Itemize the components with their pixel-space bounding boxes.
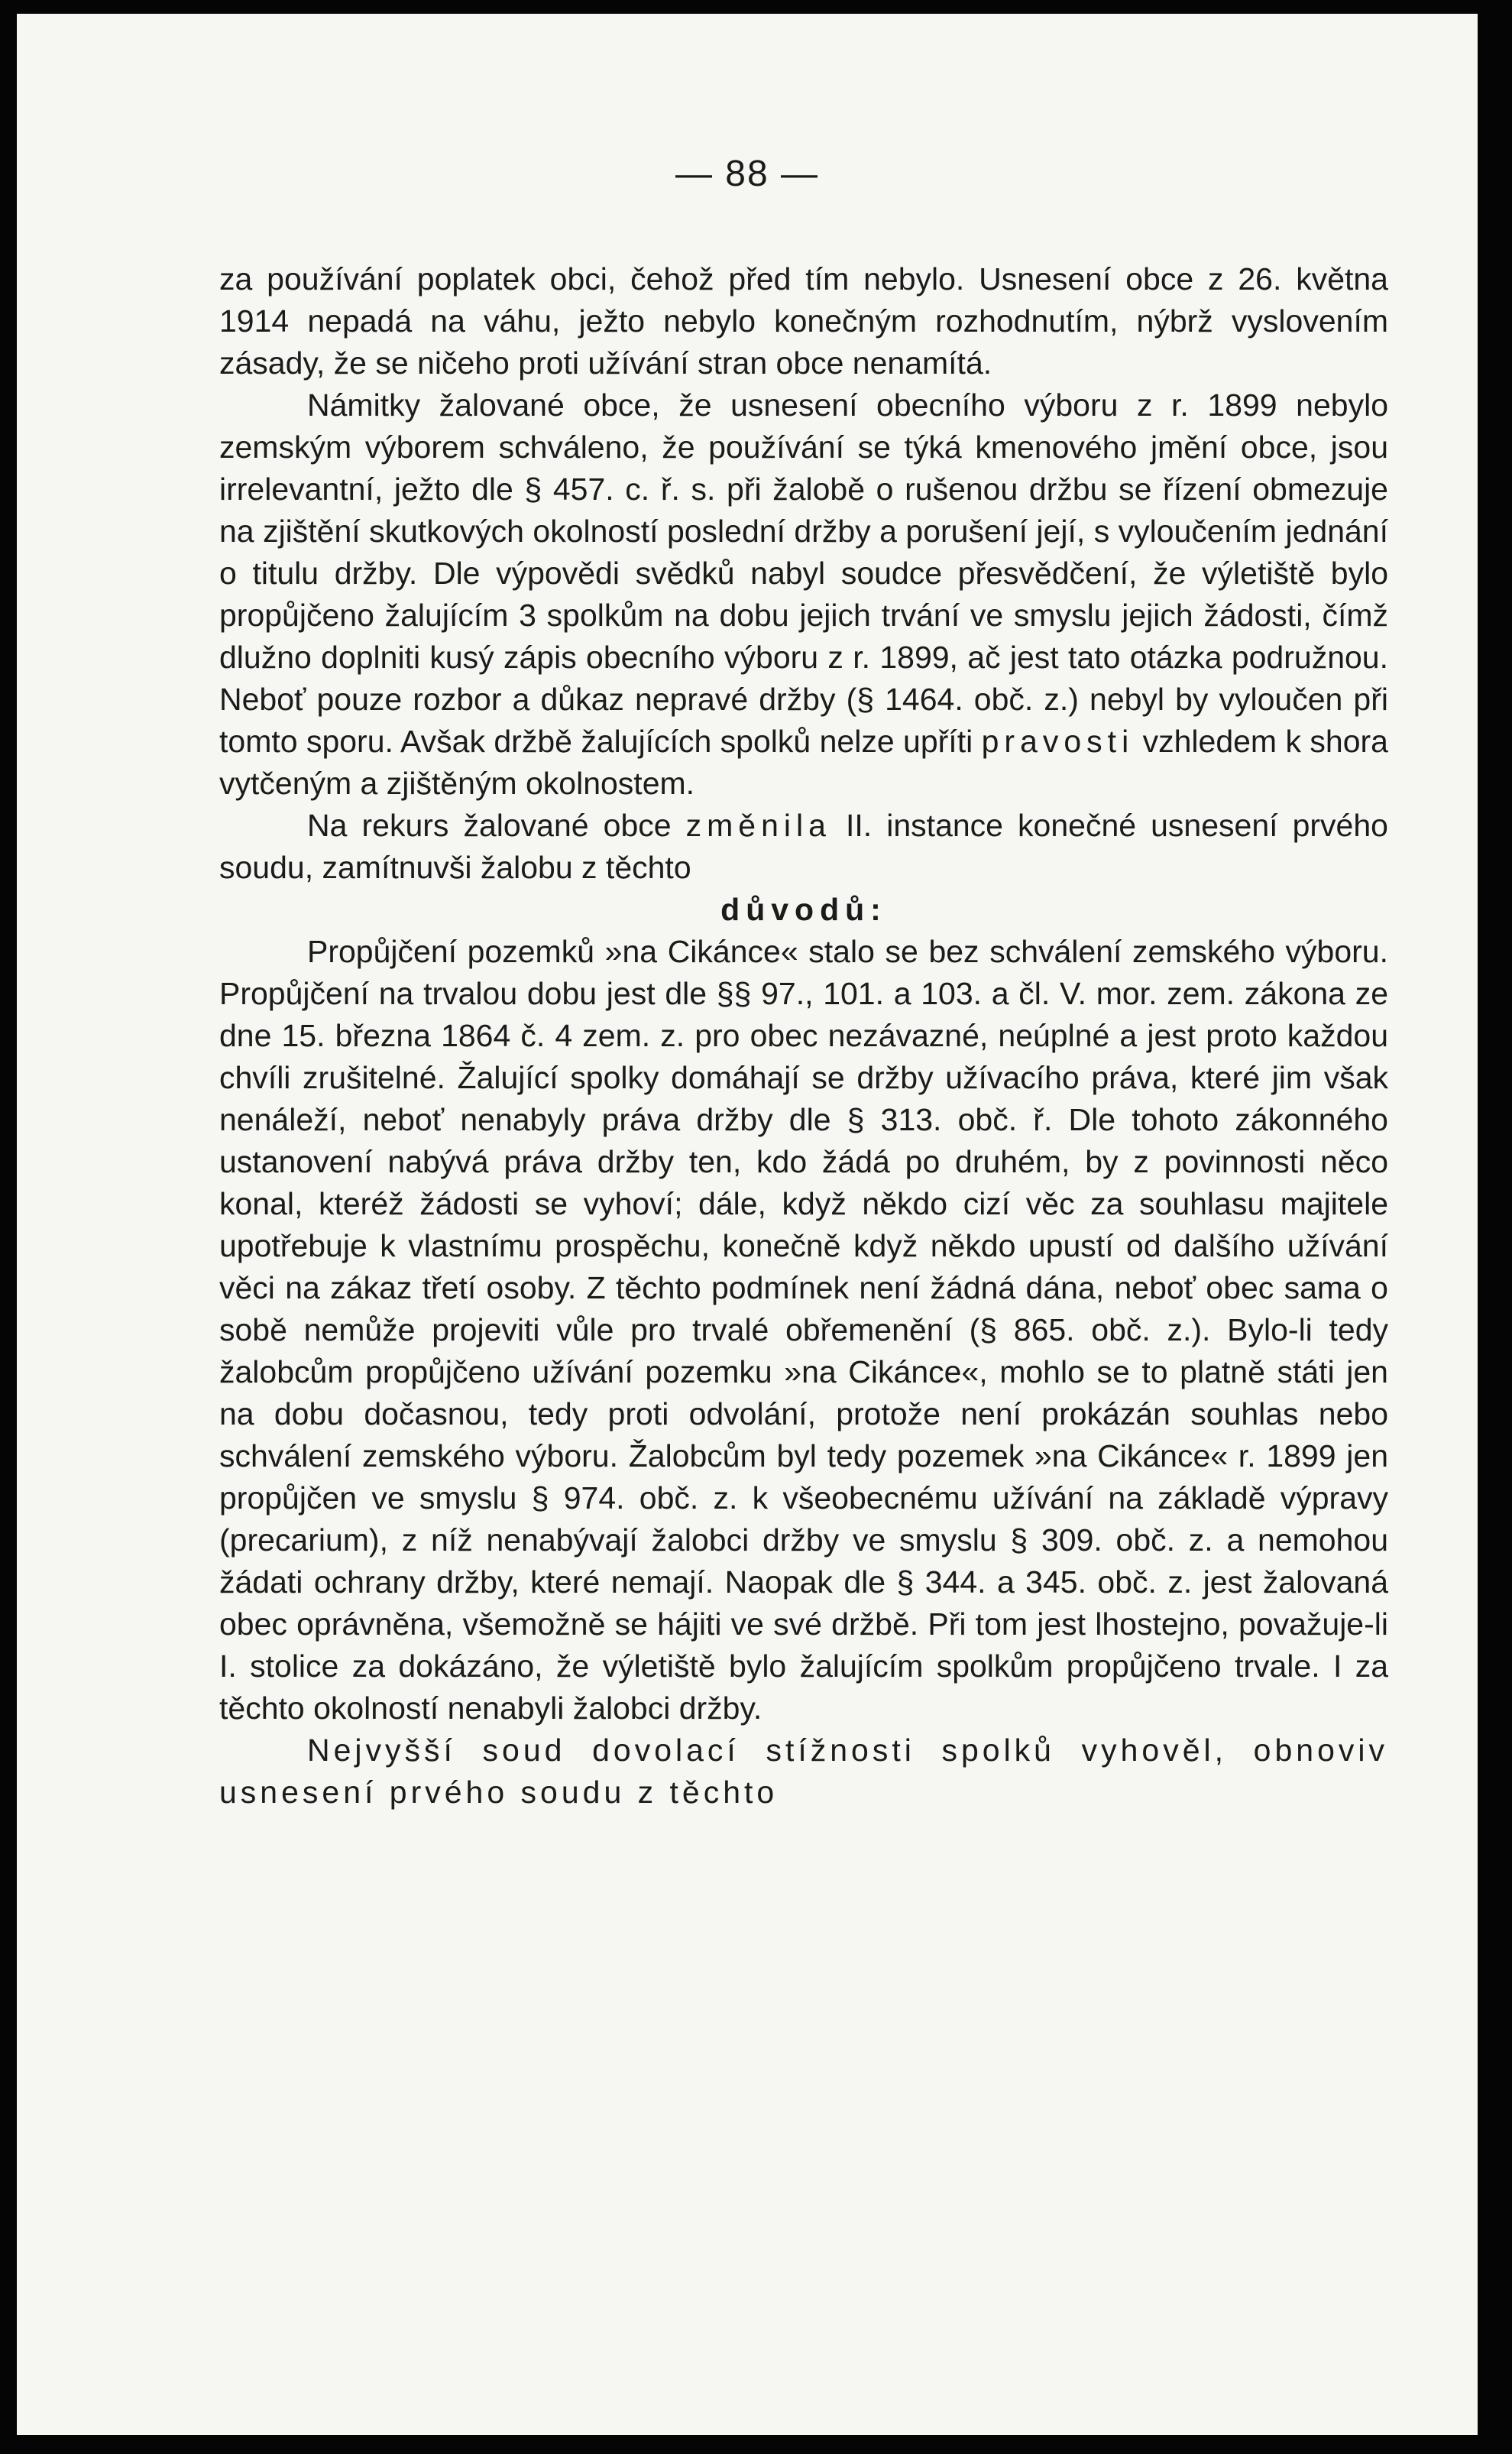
paragraph-2-end: vzhledem k shora vytčeným a zjištěným okolnostem. xyxy=(219,724,1388,801)
paragraph-2 xyxy=(219,384,1388,805)
paragraph-2-text: Námitky žalované obce, že usnesení obecního výboru z r. 1899 nebylo zemským výborem schváleno, že používání se týká kmenového jmění obce, jsou irrelevantní, ježto dle § 457. c. ř. s. při žalobě o rušenou držbu se řízení obmezuje na zjištění skutkových okolností poslední držby a porušení její, s vyloučením jednání o titulu držby. Dle výpovědi svědků nabyl soudce přesvědčení, že výletiště bylo propůjčeno žalujícím 3 spolkům na dobu jejich trvání ve smyslu jejich žádosti, čímž dlužno doplniti kusý zápis obecního výboru z r. 1899, ač jest tato otázka podružnou. Neboť pouze rozbor a důkaz nepravé držby (§ 1464. obč. z.) nebyl by vyloučen při tomto sporu. Avšak držbě žalujících spolků nelze upříti xyxy=(219,387,1388,759)
paragraph-3-end: II. instance konečné usnesení prvého soudu, zamítnuvši žalobu z těchto xyxy=(219,808,1388,885)
page-body xyxy=(219,258,1388,1814)
paragraph-1: za používání poplatek obci, čehož před tím nebylo. Usnesení obce z 26. května 1914 nepadá na váhu, ježto nebylo konečným rozhodnutím, nýbrž vyslovením zásady, že se ničeho proti užívání stran obce nenamítá. xyxy=(219,261,1388,381)
document-page xyxy=(17,14,1478,2435)
emphasis-zmenila: změnila xyxy=(685,808,831,843)
paragraph-4: Propůjčení pozemků »na Cikánce« stalo se bez schválení zemského výboru. Propůjčení na trvalou dobu jest dle §§ 97., 101. a 103. a čl. V. mor. zem. zákona ze dne 15. března 1864 č. 4 zem. z. pro obec nezávazné, neúplné a jest proto každou chvíli zrušitelné. Žalující spolky domáhají se držby užívacího práva, které jim však nenáleží, neboť nenabyly práva držby dle § 313. obč. ř. Dle tohoto zákonného ustanovení nabývá práva držby ten, kdo žádá po druhém, by z povinnosti něco konal, kteréž žádosti se vyhoví; dále, když někdo cizí věc za souhlasu majitele upotřebuje k vlastnímu prospěchu, konečně když někdo upustí od dalšího užívání věci na zákaz třetí osoby. Z těchto podmínek není žádná dána, neboť obec sama o sobě nemůže projeviti vůle pro trvalé obřemenění (§ 865. obč. z.). Bylo-li tedy žalobcům propůjčeno užívání pozemku »na Cikánce«, mohlo se to platně státi jen na dobu dočasnou, tedy proti odvolání, protože není prokázán souhlas nebo schválení zemského výboru. Žalobcům byl tedy pozemek »na Cikánce« r. 1899 jen propůjčen ve smyslu § 974. obč. z. k všeobecnému užívání na základě výpravy (precarium), z níž nenabývají žalobci držby ve smyslu § 309. obč. z. a nemohou žádati ochrany držby, které nemají. Naopak dle § 344. a 345. obč. z. jest žalovaná obec oprávněna, všemožně se hájiti ve své držbě. Při tom jest lhostejno, považuje-li I. stolice za dokázáno, že výletiště bylo žalujícím spolkům propůjčeno trvale. I za těchto okolností nenabyli žalobci držby. xyxy=(219,934,1388,1726)
paragraph-3-start: Na rekurs žalované obce xyxy=(307,808,672,843)
paragraph-3 xyxy=(219,805,1388,889)
emphasis-pravosti: pravosti xyxy=(981,724,1135,759)
page-number: — 88 — xyxy=(675,154,820,194)
paragraph-5: Nejvyšší soud dovolací stížnosti spolků vyhověl, obnoviv usnesení prvého soudu z těchto xyxy=(219,1733,1388,1810)
section-heading: důvodů: xyxy=(720,892,887,927)
